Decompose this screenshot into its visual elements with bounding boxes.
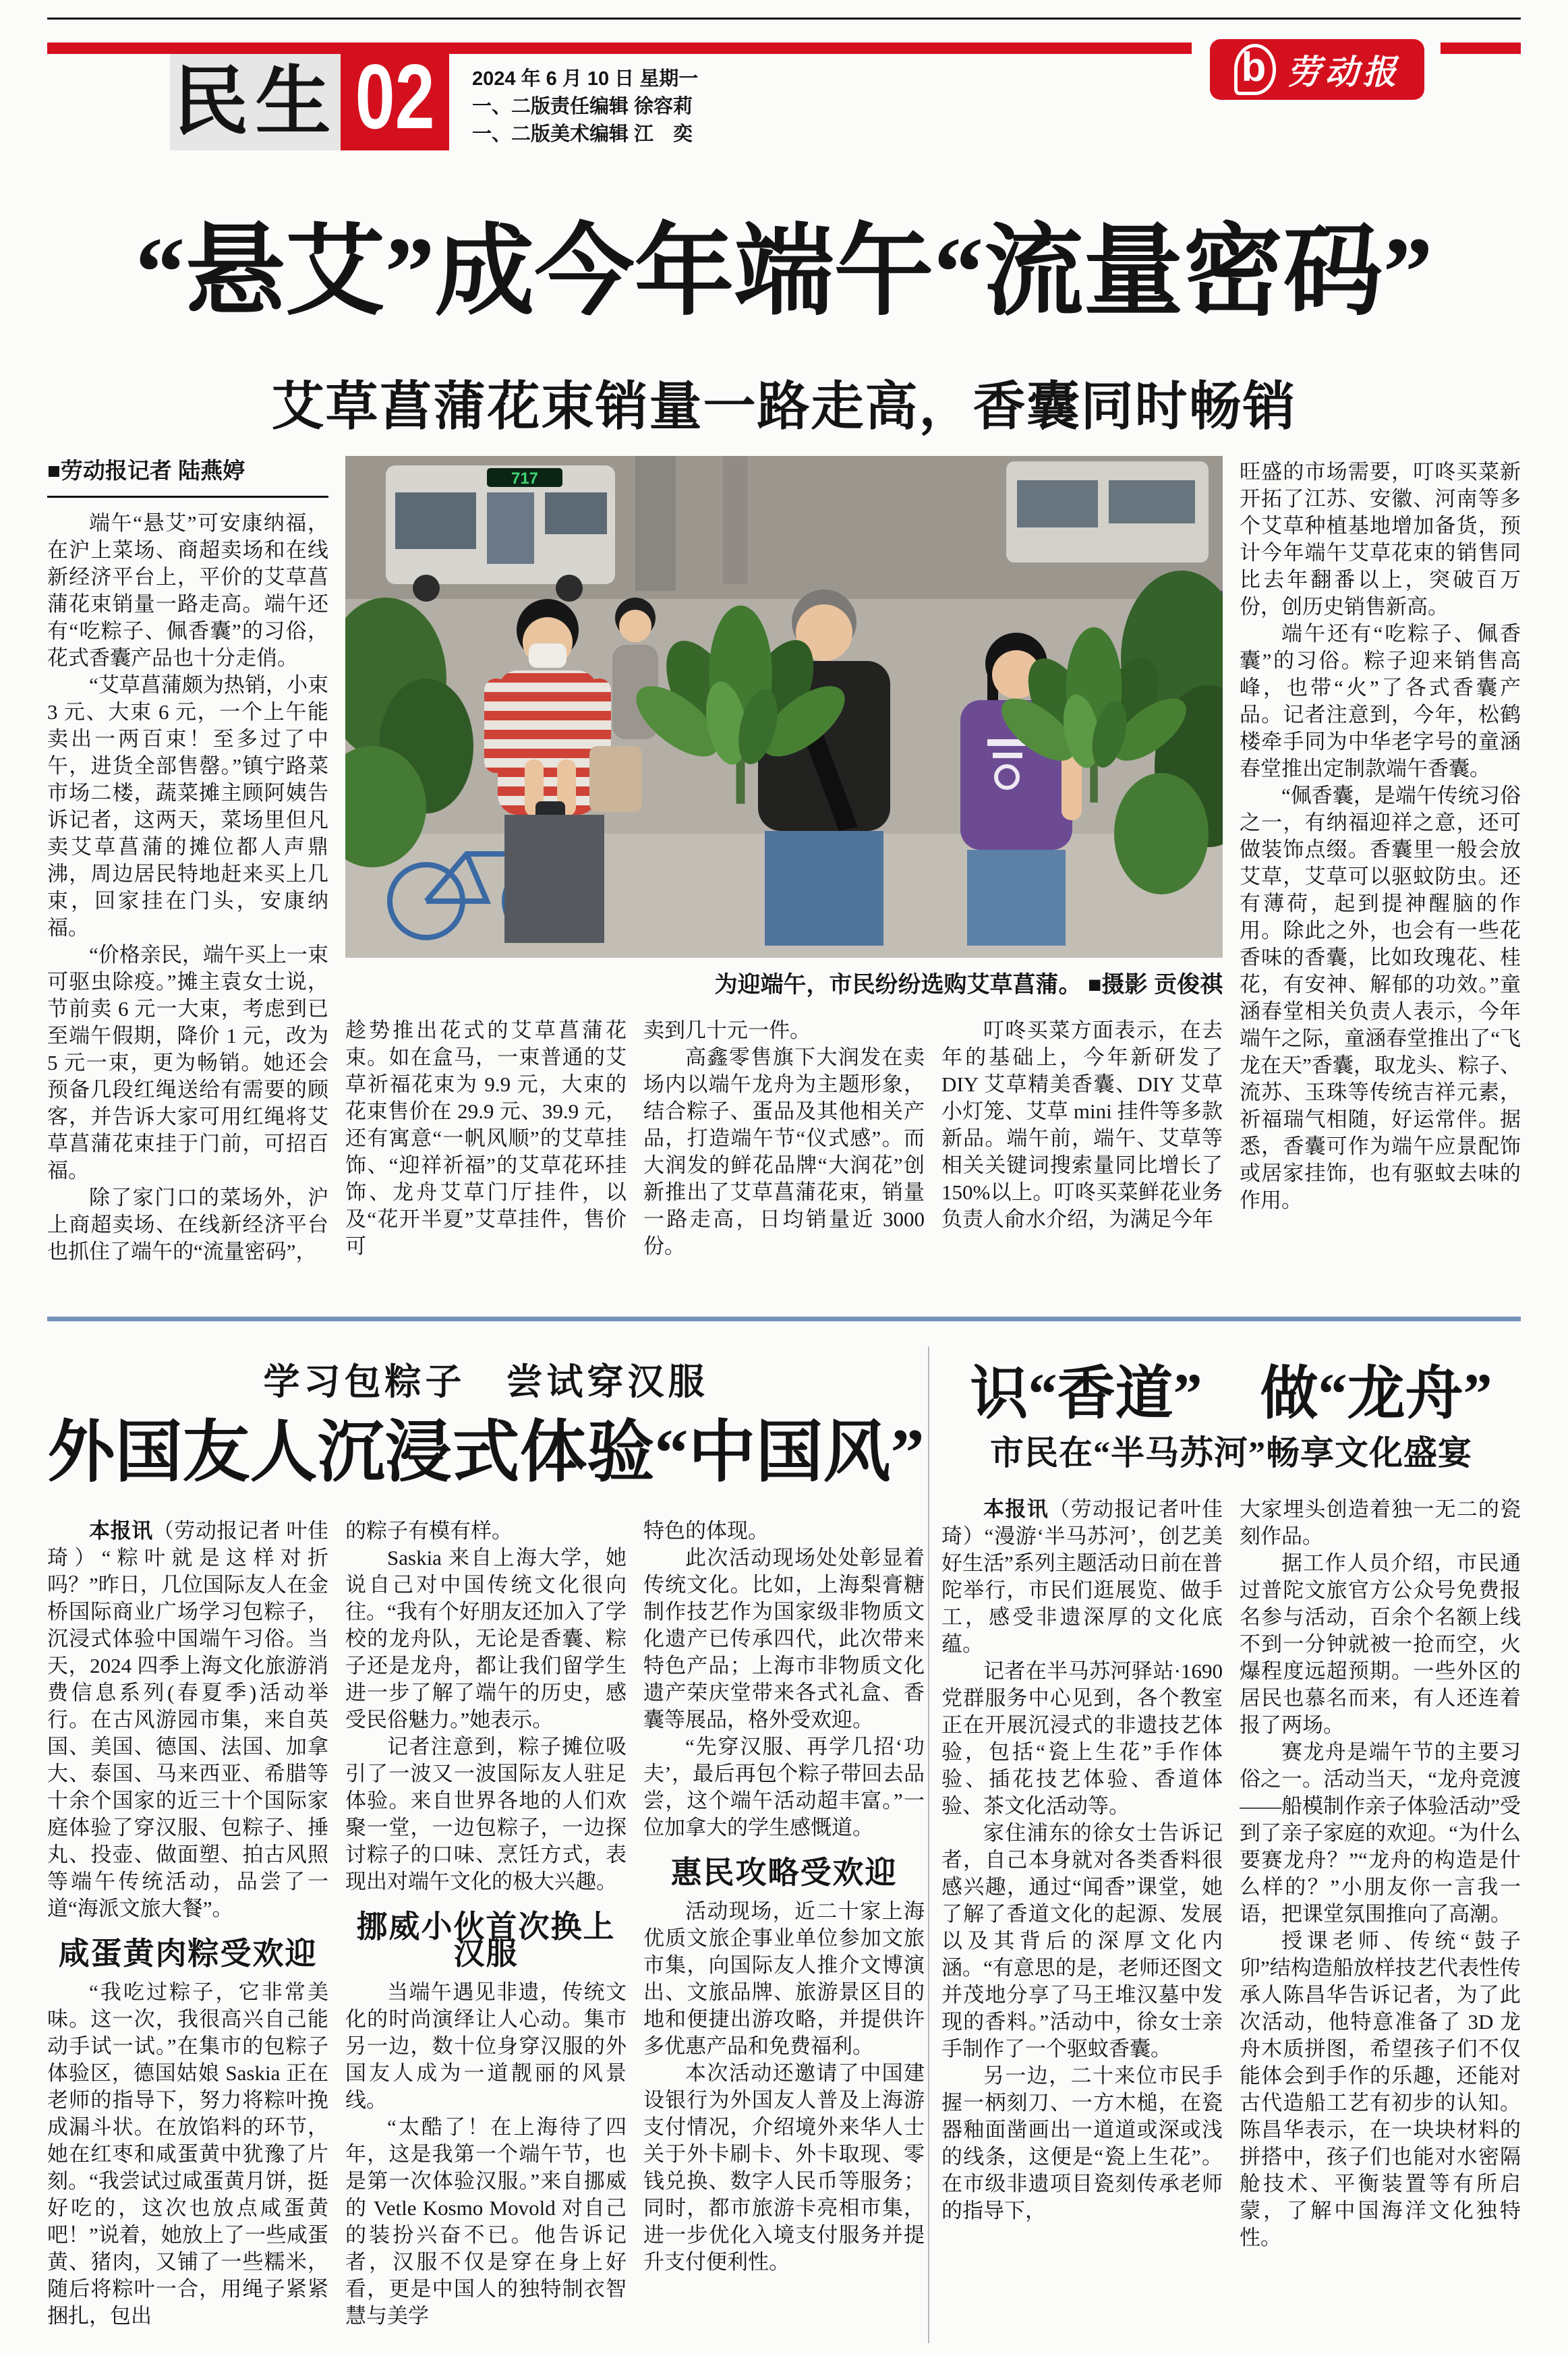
lead-column-4 <box>941 1017 1223 1314</box>
body-paragraph: 端午还有“吃粽子、佩香囊”的习俗。粽子迎来销售高峰，也带“火”了各式香囊产品。记者注意到，今年，松鹤楼牵手同为中华老字号的童涵春堂推出定制款端午香囊。 <box>1240 622 1521 780</box>
body-paragraph: 赛龙舟是端午节的主要习俗之一。活动当天，“龙舟竞渡——船模制作亲子体验活动”受到了亲子家庭的欢迎。“为什么要赛龙舟？”“龙舟的构造是什么样的？”小朋友你一言我一语，把课堂氛围推向了高潮。 <box>1240 1740 1521 1926</box>
masthead-red-bar-left <box>47 42 1192 54</box>
suhe-headline: 识“香道” 做“龙舟” <box>970 1361 1492 1426</box>
body-paragraph: 端午“悬艾”可安康纳福，在沪上菜场、商超卖场和在线新经济平台上，平价的艾草菖蒲花束销量一路走高。端午还有“吃粽子、佩香囊”的习俗，花式香囊产品也十分走俏。 <box>47 511 328 670</box>
main-headline: “悬艾”成今年端午“流量密码” <box>135 217 1433 328</box>
body-paragraph: 记者在半马苏河驿站·1690 党群服务中心见到，各个教室正在开展沉浸式的非遗技艺体验，包括“瓷上生花”手作体验、插花技艺体验、香道体验、茶文化活动等。 <box>941 1659 1223 1818</box>
body-paragraph: “太酷了！在上海待了四年，这是我第一个端午节，也是第一次体验汉服。”来自挪威的 Vetle Kosmo Movold 对自己的装扮兴奋不已。他告诉记者，汉服不仅是穿在身上好看，更是中国人的独特制衣智慧与美学 <box>345 2115 627 2328</box>
body-paragraph: 本报讯（劳动报记者 叶佳琦）“粽叶就是这样对折吗？”昨日，几位国际友人在金桥国际商业广场学习包粽子，沉浸式体验中国端午习俗。当天，2024 四季上海文化旅游消费信息系列(春夏季)活动举行。在古风游园市集，来自英国、美国、德国、法国、加拿大、泰国、马来西亚、希腊等十余个国家的近三十个国际家庭体验了穿汉服、包粽子、捶丸、投壶、做面塑、拍古风照等端午传统活动，品尝了一道“海派文旅大餐”。 <box>47 1519 328 1920</box>
column-subhead: 挪威小伙首次换上汉服 <box>356 1909 616 1971</box>
top-rule <box>47 18 1521 20</box>
body-paragraph: 据工作人员介绍，市民通过普陀文旅官方公众号免费报名参与活动，百余个名额上线不到一分钟就被一抢而空，火爆程度远超预期。一些外区的居民也慕名而来，有人还连着报了两场。 <box>1240 1551 1521 1737</box>
body-paragraph: “价格亲民，端午买上一束可驱虫除疫。”摊主袁女士说，节前卖 6 元一大束，考虑到已至端午假期，降价 1 元，改为 5 元一束，更为畅销。她还会预备几段红绳送给有需要的顾客，并告诉大家可用红绳将艾草菖蒲花束挂于门前，可招百福。 <box>47 943 328 1182</box>
feature-column-3 <box>643 1518 925 2340</box>
photo-face-mask <box>529 643 567 668</box>
body-paragraph: 本次活动还邀请了中国建设银行为外国友人普及上海游支付情况，介绍境外来华人士关于外卡刷卡、外卡取现、零钱兑换、数字人民币等服务；同时，都市旅游卡亮相市集，进一步优化入境支付服务并提升支付便利性。 <box>643 2061 925 2274</box>
date-line: 2024 年 6 月 10 日 星期一 <box>472 68 699 90</box>
bus-route-sign: 717 <box>511 469 539 488</box>
section-divider <box>47 1317 1521 1321</box>
column-subhead: 咸蛋黄肉粽受欢迎 <box>58 1936 318 1971</box>
photo-credit-label: ■摄影 <box>1088 972 1148 998</box>
feature-column-1 <box>47 1518 328 2340</box>
suhe-subheadline: 市民在“半马苏河”畅享文化盛宴 <box>990 1434 1472 1472</box>
photo-bus <box>386 465 615 602</box>
section-label: 民生 <box>173 60 338 144</box>
body-paragraph: 的粽子有模有样。 <box>345 1519 513 1543</box>
body-paragraph: 记者注意到，粽子摊位吸引了一波又一波国际友人驻足体验。来自世界各地的人们欢聚一堂，一边包粽子，一边探讨粽子的口味、烹饪方式，表现出对端午文化的极大兴趣。 <box>345 1735 627 1893</box>
body-paragraph: 家住浦东的徐女士告诉记者，自己本身就对各类香料很感兴趣，通过“闻香”课堂，她了解了香道文化的起源、发展以及其背后的深厚文化内涵。“有意思的是，老师还图文并茂地分享了马王堆汉墓中发现的香料。”活动中，徐女士亲手制作了一个驱蚊香囊。 <box>941 1821 1223 2061</box>
feature-column-2 <box>345 1518 627 2340</box>
dateline-lead: 本报讯 <box>89 1519 153 1543</box>
column-subhead: 惠民攻略受欢迎 <box>670 1855 898 1890</box>
body-paragraph: 除了家门口的菜场外，沪上商超卖场、在线新经济平台也抓住了端午的“流量密码”， <box>47 1186 328 1263</box>
body-paragraph: “艾草菖蒲颇为热销，小束 3 元、大束 6 元，一个上午能卖出一两百束！至多过了中午，进货全部售罄。”镇宁路菜市场二楼，蔬菜摊主顾阿姨告诉记者，这两天，菜场里但凡卖艾草菖蒲的摊位都人声鼎沸，周边居民特地赶来买上几束，回家挂在门头，安康纳福。 <box>47 673 328 940</box>
body-paragraph: “佩香囊，是端午传统习俗之一，有纳福迎祥之意，还可做装饰点缀。香囊里一般会放艾草，艾草可以驱蚊防虫。还有薄荷，起到提神醒脑的作用。除此之外，也会有一些花香味的香囊，比如玫瑰花、桂花，有安神、解郁的功效。”童涵春堂相关负责人表示，今年端午之际，童涵春堂推出了“飞龙在天”香囊，取龙头、粽子、流苏、玉珠等传统吉祥元素，祈福瑞气相随，好运常伴。据悉，香囊可作为端午应景配饰或居家挂饰，也有驱蚊去味的作用。 <box>1240 784 1521 1212</box>
body-paragraph: 趁势推出花式的艾草菖蒲花束。如在盒马，一束普通的艾草祈福花束为 9.9 元，大束的花束售价在 29.9 元、39.9 元，还有寓意“一帆风顺”的艾草挂饰、“迎祥祈福”的艾草花环挂饰、龙舟艾草门厅挂件，以及“花开半夏”艾草挂件，售价可 <box>345 1018 627 1258</box>
body-paragraph: 另一边，二十来位市民手握一柄刻刀、一方木槌，在瓷器釉面凿画出一道道或深或浅的线条，这便是“瓷上生花”。在市级非遗项目瓷刻传承老师的指导下， <box>941 2064 1223 2222</box>
suhe-column-2 <box>1240 1496 1521 2340</box>
dateline-lead: 本报讯 <box>983 1497 1049 1521</box>
photo-caption-text: 为迎端午，市民纷纷选购艾草菖蒲。 <box>714 972 1082 998</box>
lead-column-1 <box>47 510 328 1314</box>
body-paragraph: 大家埋头创造着独一无二的瓷刻作品。 <box>1240 1497 1521 1548</box>
logo-b-icon: b <box>1234 44 1277 95</box>
newspaper-logo <box>1210 39 1424 100</box>
feature-kicker: 学习包粽子 尝试穿汉服 <box>263 1362 709 1402</box>
body-paragraph: 叮咚买菜方面表示，在去年的基础上，今年新研发了 DIY 艾草精美香囊、DIY 艾草小灯笼、艾草 mini 挂件等多款新品。端午前，端午、艾草等相关关键词搜索量同比增长了 150%以上。叮咚买菜鲜花业务负责人俞水介绍，为满足今年 <box>941 1018 1223 1231</box>
photo-credit-name: 贡俊祺 <box>1154 973 1223 998</box>
news-photo-illustration <box>345 456 1223 958</box>
body-paragraph: 高鑫零售旗下大润发在卖场内以端午龙舟为主题形象，结合粽子、蛋品及其他相关产品，打造端午节“仪式感”。而大润发的鲜花品牌“大润花”创新推出了艾草菖蒲花束，销量一路走高，日均销量近 3000 份。 <box>643 1045 925 1258</box>
body-paragraph: 特色的体现。 <box>643 1519 769 1543</box>
page-number: 02 <box>355 45 435 148</box>
body-paragraph: 卖到几十元一件。 <box>643 1018 811 1042</box>
editor-line-2: 一、二版美术编辑 江 奕 <box>472 123 693 145</box>
main-subheadline: 艾草菖蒲花束销量一路走高，香囊同时畅销 <box>271 377 1297 436</box>
body-paragraph: Saskia 来自上海大学，她说自己对中国传统文化很向往。“我有个好朋友还加入了学校的龙舟队，无论是香囊、粽子还是龙舟，都让我们留学生进一步了解了端午的历史，感受民俗魅力。”她表示。 <box>345 1546 627 1731</box>
lead-column-3 <box>643 1017 925 1314</box>
body-paragraph: 授课老师、传统“鼓子卯”结构造船放样技艺代表性传承人陈昌华告诉记者，为了此次活动，他特意准备了 3D 龙舟木质拼图，希望孩子们不仅能体会到手作的乐趣，还能对古代造船工艺有初步的认知。陈昌华表示，在一块块材料的拼搭中，孩子们也能对水密隔舱技术、平衡装置等有所启蒙，了解中国海洋文化独特性。 <box>1240 1929 1521 2249</box>
body-paragraph: 活动现场，近二十家上海优质文旅企事业单位参加文旅市集，向国际友人推介文博演出、文旅品牌、旅游景区目的地和便捷出游攻略，并提供许多优惠产品和免费福利。 <box>643 1899 925 2058</box>
photo-van <box>1006 461 1209 563</box>
article-divider-rule <box>928 1346 929 2343</box>
body-paragraph: 旺盛的市场需要，叮咚买菜新开拓了江苏、安徽、河南等多个艾草种植基地增加备货，预计今年端午艾草花束的销售同比去年翻番以上，突破百万份，创历史销售新高。 <box>1240 460 1521 619</box>
masthead-meta <box>472 65 698 148</box>
editor-line-1: 一、二版责任编辑 徐容莉 <box>472 96 693 117</box>
lead-column-5 <box>1240 459 1521 1314</box>
body-paragraph: “先穿汉服、再学几招‘功夫’，最后再包个粽子带回去品尝，这个端午活动超丰富。”一位加拿大的学生感慨道。 <box>643 1735 925 1839</box>
suhe-column-1 <box>941 1496 1223 2340</box>
logo-name: 劳动报 <box>1287 53 1401 91</box>
body-paragraph: 本报讯（劳动报记者叶佳琦）“漫游‘半马苏河’，创艺美好生活”系列主题活动日前在普陀举行，市民们逛展览、做手工，感受非遗深厚的文化底蕴。 <box>941 1497 1223 1656</box>
body-paragraph: 当端午遇见非遗，传统文化的时尚演绎让人心动。集市另一边，数十位身穿汉服的外国友人成为一道靓丽的风景线。 <box>345 1980 627 2112</box>
page-number-box <box>341 42 449 150</box>
body-paragraph: “我吃过粽子，它非常美味。这一次，我很高兴自己能动手试一试。”在集市的包粽子体验区，德国姑娘 Saskia 正在老师的指导下，努力将粽叶挽成漏斗状。在放馅料的环节，她在红枣和咸蛋黄中犹豫了片刻。“我尝试过咸蛋黄月饼，挺好吃的，这次也放点咸蛋黄吧！”说着，她放上了一些咸蛋黄、猪肉，又铺了一些糯米，随后将粽叶一合，用绳子紧紧捆扎，包出 <box>47 1980 328 2328</box>
photo-caption <box>345 966 1223 999</box>
byline: ■劳动报记者 陆燕婷 <box>47 453 328 498</box>
feature-headline: 外国友人沉浸式体验“中国风” <box>47 1415 925 1490</box>
masthead-red-bar-right <box>1441 42 1521 54</box>
body-paragraph: 此次活动现场处处彰显着传统文化。比如，上海梨膏糖制作技艺作为国家级非物质文化遗产已传承四代，此次带来特色产品；上海市非物质文化遗产荣庆堂带来各式礼盒、香囊等展品，格外受欢迎。 <box>643 1546 925 1731</box>
news-photo <box>345 456 1223 958</box>
photo-bag <box>589 746 642 812</box>
lead-column-2 <box>345 1017 627 1314</box>
section-label-box <box>170 54 341 150</box>
